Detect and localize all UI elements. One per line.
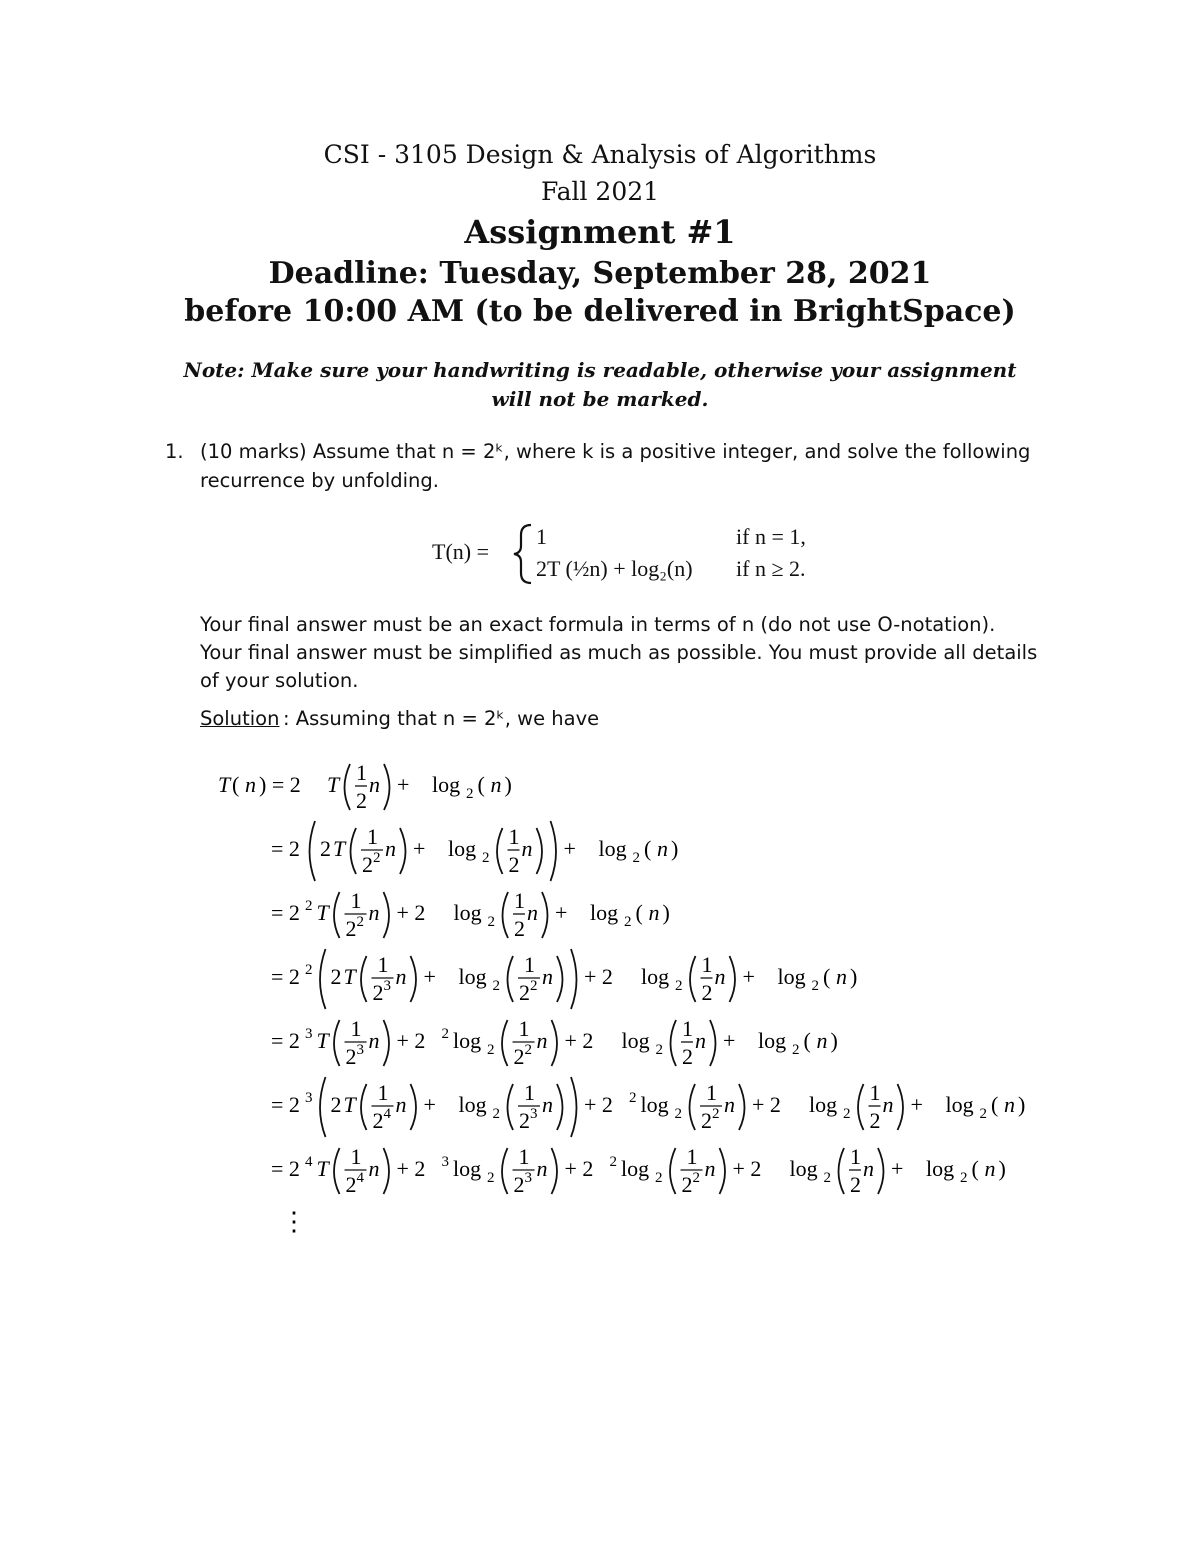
- svg-text:n: n: [395, 964, 407, 989]
- svg-text:= 2: = 2: [271, 1092, 300, 1117]
- svg-text:log: log: [448, 836, 477, 861]
- svg-text:n: n: [984, 1156, 996, 1181]
- svg-text:4: 4: [356, 1170, 364, 1186]
- svg-text:= 2: = 2: [271, 964, 300, 989]
- svg-text:3: 3: [383, 978, 391, 994]
- svg-text:1: 1: [869, 1080, 881, 1105]
- case1-condition: if n = 1,: [736, 524, 806, 549]
- svg-text:log: log: [598, 836, 627, 861]
- svg-text:): ): [504, 772, 512, 797]
- svg-text:log: log: [621, 1156, 650, 1181]
- svg-text:1: 1: [350, 1144, 362, 1169]
- svg-text:2: 2: [850, 1172, 861, 1197]
- svg-text:+: +: [742, 964, 755, 989]
- svg-text:+: +: [910, 1092, 923, 1117]
- svg-text:T: T: [316, 1028, 329, 1053]
- svg-text:1: 1: [524, 952, 535, 977]
- svg-text:n: n: [648, 900, 660, 925]
- derivation-line-3: [271, 888, 670, 941]
- svg-text:log: log: [453, 1028, 482, 1053]
- svg-text:+: +: [891, 1156, 904, 1181]
- svg-text:2: 2: [675, 978, 683, 994]
- svg-text:+: +: [423, 1092, 436, 1117]
- course-title: CSI - 3105 Design & Analysis of Algorithms: [323, 140, 877, 169]
- svg-text:+: +: [413, 836, 426, 861]
- svg-text:n: n: [395, 1092, 407, 1117]
- svg-text:n: n: [368, 1156, 380, 1181]
- instructions-line-3: of your solution.: [200, 669, 359, 692]
- svg-text:n: n: [882, 1092, 894, 1117]
- svg-text:+ 2: + 2: [732, 1156, 762, 1181]
- svg-text:+: +: [563, 836, 576, 861]
- svg-text:2: 2: [513, 1044, 525, 1069]
- svg-text:log: log: [458, 1092, 487, 1117]
- recurrence-lhs: T(n) =: [432, 539, 489, 564]
- svg-text:2: 2: [514, 916, 525, 941]
- svg-text:(: (: [635, 900, 643, 925]
- svg-text:1: 1: [356, 760, 367, 785]
- svg-text:+: +: [555, 900, 568, 925]
- svg-text:) = 2: ) = 2: [259, 772, 301, 797]
- svg-text:log: log: [758, 1028, 787, 1053]
- svg-text:2: 2: [487, 1170, 495, 1186]
- svg-text:n: n: [695, 1028, 706, 1053]
- svg-text:T: T: [316, 900, 329, 925]
- svg-text:+ 2: + 2: [396, 900, 426, 925]
- svg-text:2: 2: [674, 1106, 682, 1122]
- svg-text:3: 3: [356, 1042, 364, 1058]
- svg-text:n: n: [490, 772, 502, 797]
- solution-label: Solution: [200, 707, 280, 730]
- svg-text:n: n: [536, 1028, 548, 1053]
- svg-text:): ): [671, 836, 679, 861]
- svg-text:(: (: [477, 772, 485, 797]
- svg-text:2: 2: [632, 850, 640, 866]
- svg-text:2: 2: [345, 1044, 357, 1069]
- svg-text:(: (: [823, 964, 831, 989]
- derivation-line-5: [271, 1016, 838, 1069]
- svg-text:n: n: [836, 964, 847, 989]
- svg-text:3: 3: [305, 1026, 313, 1042]
- svg-text:1: 1: [514, 888, 525, 913]
- svg-text:T: T: [333, 836, 346, 861]
- svg-text:2: 2: [466, 786, 474, 802]
- svg-text:n: n: [816, 1028, 828, 1053]
- svg-text:+ 2: + 2: [584, 1092, 613, 1117]
- svg-text:n: n: [863, 1156, 874, 1181]
- svg-text:1: 1: [682, 1016, 693, 1041]
- svg-text:n: n: [704, 1156, 716, 1181]
- svg-text:4: 4: [383, 1106, 391, 1122]
- svg-text:2: 2: [513, 1172, 525, 1197]
- svg-text:n: n: [542, 964, 553, 989]
- svg-text:2: 2: [712, 1106, 720, 1122]
- svg-text:1: 1: [686, 1144, 698, 1169]
- svg-text:2: 2: [682, 1044, 693, 1069]
- svg-text:2: 2: [979, 1106, 987, 1122]
- svg-text:(: (: [803, 1028, 811, 1053]
- svg-text:2: 2: [356, 788, 367, 813]
- svg-text:2: 2: [681, 1172, 693, 1197]
- svg-text:+ 2: + 2: [752, 1092, 781, 1117]
- svg-text:1: 1: [367, 824, 378, 849]
- svg-text:= 2: = 2: [271, 1156, 300, 1181]
- svg-text:3: 3: [530, 1106, 538, 1122]
- svg-text:T: T: [218, 772, 231, 797]
- svg-text:3: 3: [441, 1154, 449, 1170]
- svg-text:n: n: [657, 836, 668, 861]
- svg-text:log: log: [458, 964, 487, 989]
- derivation-ellipsis: ⋮: [281, 1207, 307, 1236]
- svg-text:2: 2: [487, 914, 495, 930]
- svg-text:2: 2: [692, 1170, 700, 1186]
- svg-text:(: (: [232, 772, 240, 797]
- svg-text:1: 1: [350, 1016, 362, 1041]
- derivation-line-4: [271, 949, 857, 1009]
- svg-text:2: 2: [629, 1090, 637, 1106]
- svg-text:1: 1: [701, 952, 713, 977]
- svg-text:T: T: [327, 772, 340, 797]
- svg-text:2: 2: [492, 1106, 500, 1122]
- svg-text:2: 2: [701, 1108, 712, 1133]
- svg-text:log: log: [432, 772, 461, 797]
- svg-text:1: 1: [377, 1080, 389, 1105]
- svg-text:2: 2: [701, 980, 713, 1005]
- note-line-2: will not be marked.: [491, 387, 709, 411]
- svg-text:+ 2: + 2: [564, 1156, 594, 1181]
- svg-text:log: log: [926, 1156, 955, 1181]
- svg-text:2: 2: [492, 978, 500, 994]
- svg-text:2: 2: [869, 1108, 881, 1133]
- svg-text:n: n: [527, 900, 538, 925]
- svg-text:= 2: = 2: [271, 836, 300, 861]
- svg-text:T: T: [343, 964, 356, 989]
- svg-text:2: 2: [624, 914, 632, 930]
- svg-text:n: n: [714, 964, 726, 989]
- svg-text:+ 2: + 2: [584, 964, 613, 989]
- svg-text:n: n: [1004, 1092, 1015, 1117]
- svg-text:2: 2: [487, 1042, 495, 1058]
- svg-text:2: 2: [655, 1170, 663, 1186]
- svg-text:n: n: [369, 772, 380, 797]
- svg-text:1: 1: [518, 1144, 530, 1169]
- derivation-line-7: [271, 1144, 1006, 1197]
- derivation-line-6: [271, 1077, 1025, 1137]
- svg-text:+ 2: + 2: [396, 1156, 426, 1181]
- solution-intro: : Assuming that n = 2ᵏ, we have: [283, 707, 600, 730]
- svg-text:= 2: = 2: [271, 1028, 300, 1053]
- svg-text:2: 2: [811, 978, 819, 994]
- svg-text:n: n: [521, 836, 533, 861]
- deadline-detail: before 10:00 AM (to be delivered in BrightSpace): [184, 294, 1016, 329]
- svg-text:2: 2: [843, 1106, 851, 1122]
- instructions-line-1: Your final answer must be an exact formula in terms of n (do not use O-notation).: [200, 613, 996, 636]
- svg-text:2: 2: [373, 850, 381, 866]
- svg-text:2: 2: [508, 852, 520, 877]
- svg-text:2: 2: [482, 850, 490, 866]
- svg-text:1: 1: [377, 952, 389, 977]
- svg-text:): ): [850, 964, 858, 989]
- svg-text:(: (: [644, 836, 652, 861]
- svg-text:): ): [998, 1156, 1006, 1181]
- svg-text:2: 2: [519, 1108, 530, 1133]
- svg-text:n: n: [368, 1028, 380, 1053]
- svg-text:1: 1: [508, 824, 520, 849]
- svg-text:n: n: [542, 1092, 553, 1117]
- svg-text:): ): [830, 1028, 838, 1053]
- svg-text:2: 2: [305, 898, 313, 914]
- svg-text:1: 1: [524, 1080, 535, 1105]
- svg-text:4: 4: [305, 1154, 313, 1170]
- svg-text:+ 2: + 2: [564, 1028, 594, 1053]
- svg-text:2: 2: [823, 1170, 831, 1186]
- svg-text:log: log: [641, 964, 670, 989]
- derivation-line-2: [271, 821, 678, 881]
- svg-text:2: 2: [330, 964, 342, 989]
- svg-text:2: 2: [524, 1042, 532, 1058]
- svg-text:2: 2: [305, 962, 313, 978]
- svg-text:2: 2: [320, 836, 331, 861]
- svg-text:1: 1: [350, 888, 362, 913]
- svg-text:n: n: [536, 1156, 548, 1181]
- case1-value: 1: [536, 524, 547, 549]
- svg-text:): ): [1018, 1092, 1026, 1117]
- svg-text:1: 1: [850, 1144, 861, 1169]
- svg-text:2: 2: [519, 980, 530, 1005]
- svg-text:log: log: [789, 1156, 818, 1181]
- svg-text:n: n: [368, 900, 380, 925]
- svg-text:2: 2: [530, 978, 538, 994]
- svg-text:n: n: [385, 836, 396, 861]
- instructions-line-2: Your final answer must be simplified as much as possible. You must provide all details: [200, 641, 1038, 664]
- term: Fall 2021: [540, 177, 660, 206]
- svg-text:2: 2: [345, 916, 357, 941]
- question-intro-line-1: (10 marks) Assume that n = 2ᵏ, where k is a positive integer, and solve the following: [200, 440, 1031, 463]
- case2-value: 2T (½n) + log₂(n): [536, 556, 693, 581]
- svg-text:2: 2: [655, 1042, 663, 1058]
- deadline: Deadline: Tuesday, September 28, 2021: [268, 256, 932, 291]
- case2-condition: if n ≥ 2.: [736, 556, 806, 581]
- svg-text:log: log: [777, 964, 806, 989]
- derivation-line-1: [218, 760, 512, 813]
- svg-text:n: n: [724, 1092, 735, 1117]
- svg-text:+: +: [723, 1028, 736, 1053]
- svg-text:T: T: [316, 1156, 329, 1181]
- svg-text:log: log: [590, 900, 619, 925]
- svg-text:1: 1: [706, 1080, 717, 1105]
- svg-text:2: 2: [792, 1042, 800, 1058]
- question-number: 1.: [165, 440, 184, 463]
- svg-text:log: log: [640, 1092, 669, 1117]
- svg-text:): ): [662, 900, 670, 925]
- svg-text:T: T: [343, 1092, 356, 1117]
- svg-text:2: 2: [372, 1108, 384, 1133]
- svg-text:2: 2: [960, 1170, 968, 1186]
- svg-text:2: 2: [441, 1026, 449, 1042]
- svg-text:n: n: [245, 772, 256, 797]
- svg-text:+: +: [397, 772, 410, 797]
- svg-text:(: (: [991, 1092, 999, 1117]
- svg-text:1: 1: [518, 1016, 530, 1041]
- svg-text:log: log: [809, 1092, 838, 1117]
- svg-text:2: 2: [345, 1172, 357, 1197]
- svg-text:2: 2: [609, 1154, 617, 1170]
- question-intro-line-2: recurrence by unfolding.: [200, 469, 439, 492]
- svg-text:+: +: [423, 964, 436, 989]
- svg-text:2: 2: [372, 980, 384, 1005]
- svg-text:+ 2: + 2: [396, 1028, 426, 1053]
- assignment-title: Assignment #1: [464, 213, 736, 251]
- note-line-1: Note: Make sure your handwriting is readable, otherwise your assignment: [183, 358, 1017, 382]
- svg-text:2: 2: [356, 914, 364, 930]
- svg-text:3: 3: [305, 1090, 313, 1106]
- svg-text:2: 2: [330, 1092, 342, 1117]
- svg-text:log: log: [453, 1156, 482, 1181]
- svg-text:log: log: [945, 1092, 974, 1117]
- svg-text:3: 3: [524, 1170, 532, 1186]
- svg-text:log: log: [453, 900, 482, 925]
- svg-text:2: 2: [362, 852, 373, 877]
- svg-text:(: (: [971, 1156, 979, 1181]
- svg-text:log: log: [621, 1028, 650, 1053]
- svg-text:= 2: = 2: [271, 900, 300, 925]
